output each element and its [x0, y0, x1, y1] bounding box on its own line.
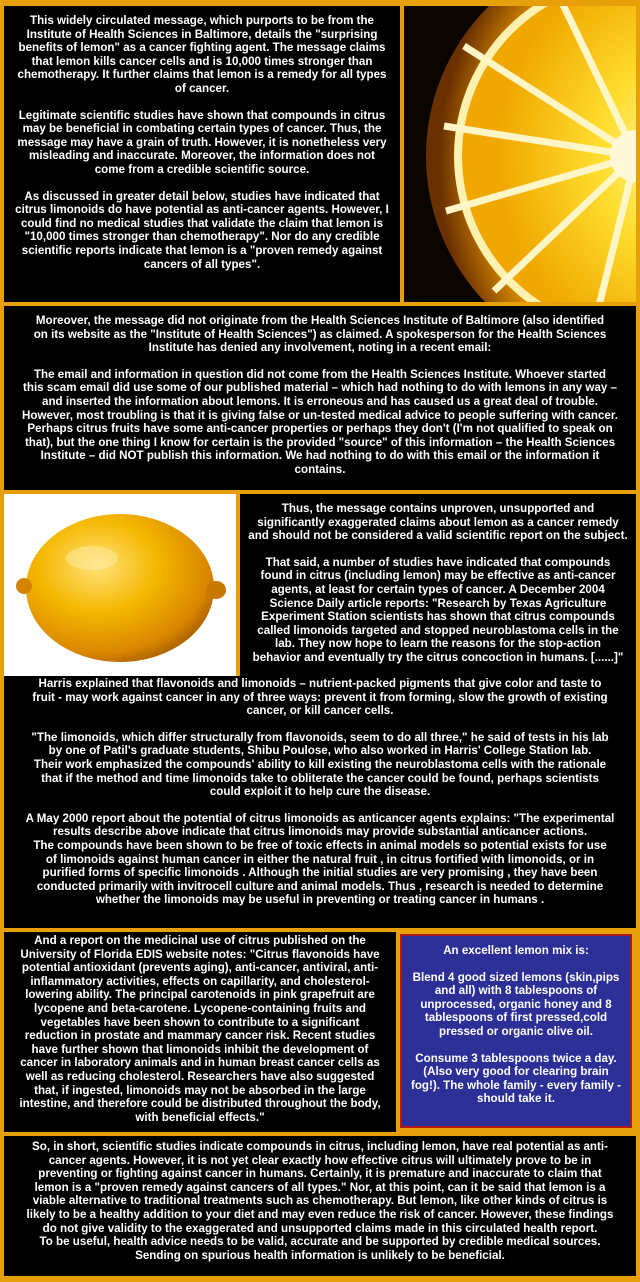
intro-text-block [4, 6, 400, 302]
whole-lemon-graphic [4, 494, 236, 676]
summary-text-block [4, 1136, 636, 1276]
tip-recipe: Blend 4 good sized lemons (skin,pips and all) with 8 tablespoons of unprocessed, organic honey and 8 tablespoons of first pressed,cold pressed or organic olive oil. [412, 970, 620, 1038]
intro-paragraph-2: Legitimate scientific studies have shown that compounds in citrus may be beneficial in combating certain types of cancer. Thus, the message may have a grain of truth. However, it is nonetheless very misleading and inaccurate. Moreover, the information does not come from a credible scientific source. [17, 108, 387, 176]
lemon-slice-image [404, 6, 636, 302]
summary-paragraph: So, in short, scientific studies indicate compounds in citrus, including lemon, have real potential as anti- cancer agents. However, it is not yet clear exactly how effective citrus will ultimately prove to be in preventing or fighting against cancer in humans. Certainly, it is premature and inaccurate to claim that lemon is a "proven remedy against cancers of all types." Nor, at this point, can it be said that lemon is a viable alternative to traditional treatments such as chemotherapy. But lemon, like other kinds of citrus is likely to be a healthy addition to your diet and may even reduce the risk of cancer. However, these findings do not give validity to the exaggerated and unsupported claims made in this circulated health report. To be useful, health advice needs to be valid, accurate and be supported by credible medical sources. Sending on spurious health information is unlikely to be beneficial. [26, 1140, 614, 1262]
spokesperson-text-block [4, 306, 636, 490]
florida-report-text-block [4, 932, 396, 1132]
harris-paragraph: Harris explained that flavonoids and limonoids – nutrient-packed pigments that give color and taste to fruit - may work against cancer in any of three ways: prevent it from forming, slow the growth of existing cancer, or kill cancer cells. [32, 677, 608, 718]
may-2000-paragraph: A May 2000 report about the potential of citrus limonoids as anticancer agents explains: "The experimental results describe above indicate that citrus limonoids may provide substantial anticancer actions. The compounds have been shown to be free of toxic effects in animal models so potential exists for use of limonoids against human cancer in either the natural fruit , in citrus fortified with limonoids, or in purified forms of specific limonoids . Although the initial studies are very promising , they have been conducted primarily with invitrocell culture and animal models. Thus , research is needed to determine whether the limonoids may be useful in preventing or treating cancer in humans . [25, 811, 615, 907]
science-daily-paragraph: That said, a number of studies have indicated that compounds found in citrus (including lemon) may be effective as anti-cancer agents, at least for certain types of cancer. A December 2004 Science Daily article reports: "Research by Texas Agriculture Experiment Station scientists has shown that citrus compounds called limonoids targeted and stopped neuroblastoma cells in the lab. They now hope to learn the reasons for the stop-action behavior and eventually try the citrus concoction in humans. [......]" [252, 555, 624, 664]
intro-paragraph-1: This widely circulated message, which purports to be from the Institute of Health Sciences in Baltimore, details the "surprising benefits of lemon" as a cancer fighting agent. The message claims that lemon kills cancer cells and is 10,000 times stronger than chemotherapy. It further claims that lemon is a remedy for all types of cancer. [17, 14, 387, 95]
conclusion-paragraph: Thus, the message contains unproven, unsupported and significantly exaggerated claims about lemon as a cancer remedy and should not be considered a valid scientific report on the subject. [248, 502, 628, 543]
email-quote-paragraph: The email and information in question did not come from the Health Sciences Institute. Whoever started this scam email did use some of our published material – which had nothing to do with lemons in any way – and inserted the information about lemons. It is erroneous and has caused us a great deal of trouble. However, most troubling is that it is giving false or un-tested medical advice to people suffering with cancer. Perhaps citrus fruits have some anti-cancer properties or perhaps they don't (I'm not qualified to speak on that), but the one thing I know for certain is the provided "source" of this information – the Health Sciences Institute – did NOT publish this information. We had nothing to do with this email or the information it contains. [22, 367, 618, 476]
lemon-slice-graphic [404, 6, 636, 302]
whole-lemon-image [4, 494, 236, 676]
origin-paragraph: Moreover, the message did not originate from the Health Sciences Institute of Baltimore (also identified on its website as the "Institute of Health Sciences") as claimed. A spokesperson for the Health Sciences Institute has denied any involvement, noting in a recent email: [33, 314, 607, 355]
limonoids-paragraph: "The limonoids, which differ structurally from flavonoids, seem to do all three," he said of tests in his lab by one of Patil's graduate students, Shibu Poulose, who also worked in Harris' College Station lab. Their work emphasized the compounds' ability to kill existing the neuroblastoma cells with the rationale that if the method and time limonoids take to obliterate the cancer could be found, perhaps scientists could exploit it to help cure the disease. [31, 730, 609, 799]
lemon-mix-tip-box [400, 934, 632, 1128]
intro-paragraph-3: As discussed in greater detail below, studies have indicated that citrus limonoids do have potential as anti-cancer agents. However, I could find no medical studies that validate the claim that lemon is "10,000 times stronger than chemotherapy". Nor do any credible scientific reports indicate that lemon is a "proven remedy against cancers of all types". [15, 189, 389, 271]
tip-title: An excellent lemon mix is: [443, 944, 589, 957]
research-text-block [4, 676, 636, 928]
studies-text-block [240, 494, 636, 676]
florida-paragraph: And a report on the medicinal use of citrus published on the University of Florida EDIS website notes: "Citrus flavonoids have potential antioxidant (prevents aging), anti-cancer, antiviral, anti- inflammatory activities, effects on capillarity, and cholesterol- lowering ability. The principal carotenoids in pink grapefruit are lycopene and beta-carotene. Lycopene-containing fruits and vegetables have been shown to contribute to a significant reduction in prostate and mammary cancer risk. Recent studies have further shown that limonoids inhibit the development of cancer in laboratory animals and in human breast cancer cells as well as reducing cholesterol. Researchers have also suggested that, if ingested, limonoids may not be absorbed in the large intestine, and therefore could be distributed throughout the body, with beneficial effects." [19, 934, 381, 1124]
tip-dosage: Consume 3 tablespoons twice a day. (Also very good for clearing brain fog!). The whole family - every family - should take it. [410, 1051, 622, 1106]
